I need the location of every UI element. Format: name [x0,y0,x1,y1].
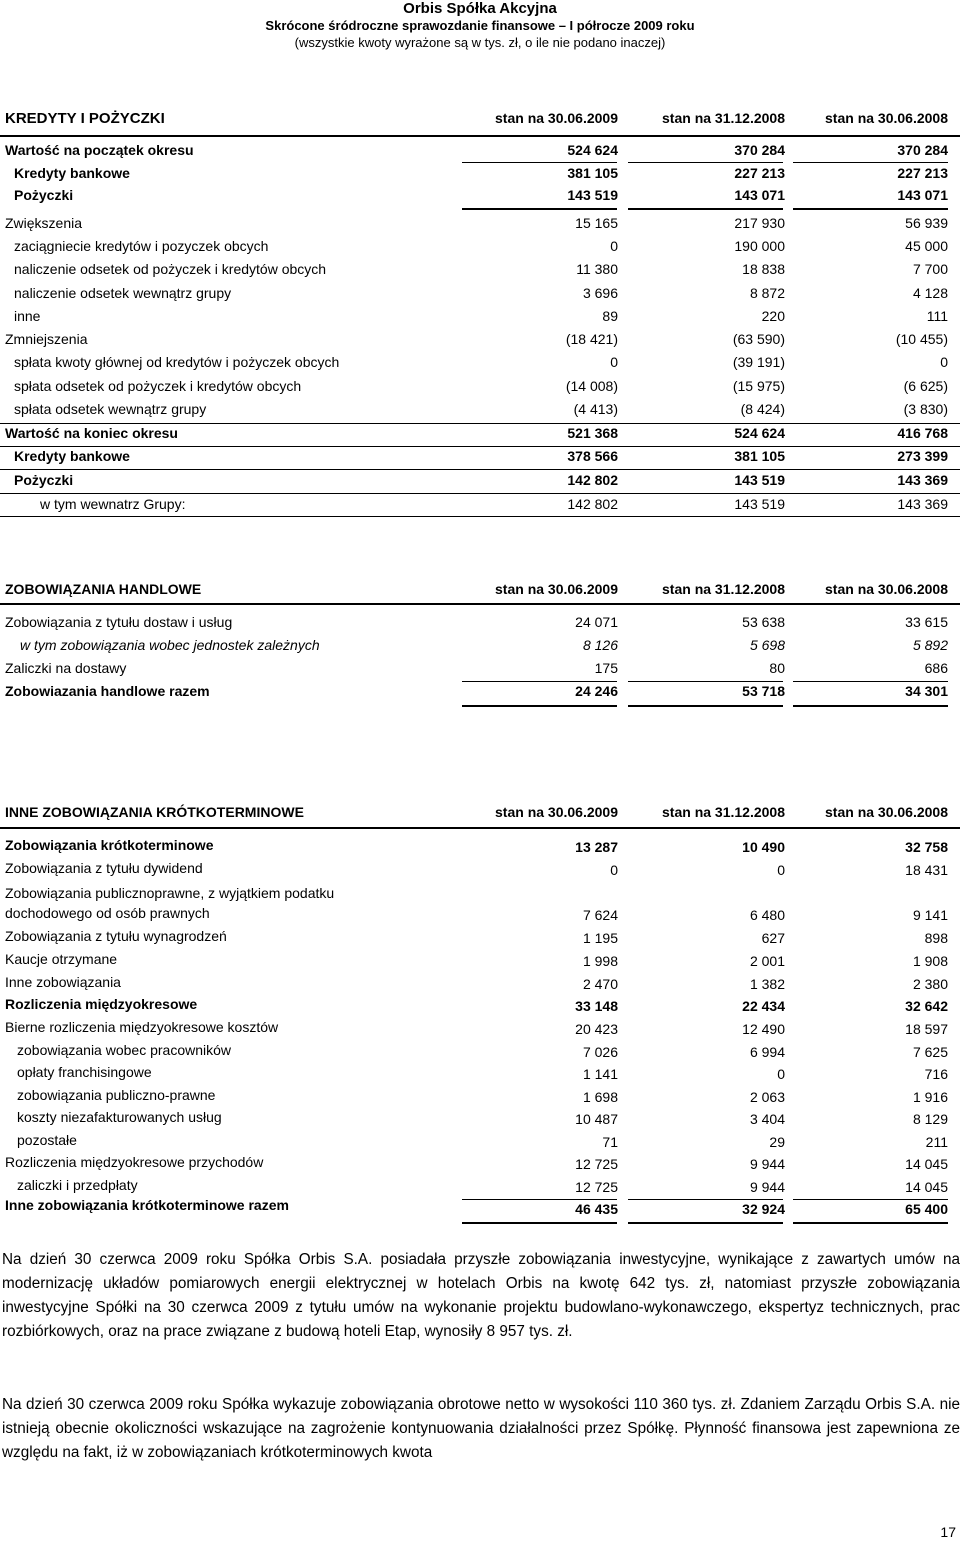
row-label: Inne zobowiązania [5,974,121,990]
cell: 3 404 [749,1111,785,1127]
divider [0,469,960,470]
divider [0,446,960,447]
cell: 24 071 [575,614,618,630]
row-label: spłata kwoty głównej od kredytów i pożyczek obcych [14,354,340,370]
amounts-note: (wszystkie kwoty wyrażone są w tys. zł, o ile nie podano inaczej) [294,35,666,50]
cell: 71 [602,1134,618,1150]
cell: 9 944 [749,1156,785,1172]
cell: 1 916 [912,1089,948,1105]
page-header [0,0,960,51]
cell: 56 939 [905,215,948,231]
cell: (63 590) [732,331,785,347]
cell: 11 380 [576,261,618,277]
row-label: opłaty franchisingowe [17,1064,152,1080]
cell: 34 301 [905,683,948,699]
row-label: Zaliczki na dostawy [5,660,127,676]
table-row [0,238,960,258]
cell: 0 [777,1066,785,1082]
cell: 45 000 [905,238,948,254]
cell: 3 696 [582,285,618,301]
cell: 6 480 [749,907,785,923]
divider [628,208,783,210]
table-row [0,1179,960,1199]
table-row [0,1066,960,1086]
table-row [0,1156,960,1176]
cell: 4 128 [912,285,948,301]
cell: 65 400 [905,1201,948,1217]
table-row [0,1111,960,1131]
cell: 190 000 [734,238,785,254]
row-label: Zobowiązania z tytułu wynagrodzeń [5,928,227,944]
cell: 12 490 [742,1021,785,1037]
cell: 370 284 [897,142,948,158]
cell: 143 519 [734,496,785,512]
cell: 175 [594,660,618,676]
cell: 217 930 [734,215,785,231]
divider [462,1199,617,1200]
divider [462,705,617,707]
table-row [0,378,960,398]
table-row [0,953,960,973]
divider [793,208,948,210]
cell: 9 944 [749,1179,785,1195]
table-row [0,354,960,374]
col-header: stan na 30.06.2008 [825,804,948,820]
table-row [0,142,960,162]
cell: 53 638 [742,614,785,630]
cell: 898 [924,930,948,946]
table-row [0,285,960,305]
cell: 10 490 [742,839,785,855]
col-header: stan na 30.06.2009 [495,110,618,126]
col-header: stan na 31.12.2008 [662,581,785,597]
divider [462,1222,617,1224]
company-name: Orbis Spółka Akcyjna [403,0,557,17]
row-label: inne [14,308,41,324]
col-header: stan na 30.06.2009 [495,804,618,820]
col-header: stan na 30.06.2008 [825,110,948,126]
row-label: w tym zobowiązania wobec jednostek zależnych [20,637,320,653]
row-label: Kredyty bankowe [14,448,130,464]
cell: 0 [610,862,618,878]
cell: 1 195 [582,930,618,946]
row-label: Zwiększenia [5,215,83,231]
divider [0,423,960,424]
row-label: Bierne rozliczenia międzyokresowe kosztów [5,1019,279,1035]
table-row [0,976,960,996]
table-row [0,660,960,680]
row-label: Zmniejszenia [5,331,88,347]
trade-title: ZOBOWIĄZANIA HANDLOWE [5,581,202,597]
cell: 2 470 [582,976,618,992]
cell: (8 424) [740,401,785,417]
cell: 370 284 [734,142,785,158]
cell: 1 698 [582,1089,618,1105]
cell: 24 246 [575,683,618,699]
cell: 0 [940,354,948,370]
divider [462,208,617,210]
table-row [0,425,960,445]
divider [793,1199,948,1200]
table-row [0,472,960,492]
cell: 46 435 [575,1201,618,1217]
cell: 524 624 [734,425,785,441]
table-row [0,637,960,657]
row-label: Zobowiązania z tytułu dostaw i usług [5,614,233,630]
divider [793,705,948,707]
divider [0,516,960,517]
cell: 686 [924,660,948,676]
cell: 80 [769,660,785,676]
cell: 7 624 [582,907,618,923]
cell: 227 213 [897,165,948,181]
divider [462,162,617,163]
divider [628,681,783,682]
row-label: spłata odsetek od pożyczek i kredytów obcych [14,378,302,394]
cell: 416 768 [897,425,948,441]
divider [0,603,960,605]
cell: 227 213 [734,165,785,181]
cell: 1 908 [912,953,948,969]
cell: 5 892 [912,637,948,653]
col-header: stan na 30.06.2009 [495,581,618,597]
cell: 143 369 [897,496,948,512]
row-label: Wartość na koniec okresu [5,425,178,441]
cell: 143 071 [897,187,948,203]
cell: 0 [610,238,618,254]
table-row [0,215,960,235]
cell: 53 718 [742,683,785,699]
cell: 33 615 [905,614,948,630]
row-label: Zobowiązania krótkoterminowe [5,837,214,853]
cell: 211 [925,1134,948,1150]
row-label: Pożyczki [14,472,74,488]
cell: 12 725 [575,1179,618,1195]
cell: (14 008) [565,378,618,394]
cell: (10 455) [895,331,948,347]
cell: 143 369 [897,472,948,488]
cell: (15 975) [732,378,785,394]
cell: 524 624 [567,142,618,158]
cell: 13 287 [575,839,618,855]
loans-header-row [0,110,960,130]
table-row [0,1134,960,1154]
cell: (4 413) [573,401,618,417]
cell: 8 129 [912,1111,948,1127]
row-label: dochodowego od osób prawnych [5,905,210,921]
row-label: zobowiązania publiczno-prawne [17,1087,216,1103]
cell: 7 700 [912,261,948,277]
divider [628,162,783,163]
cell: (18 421) [565,331,618,347]
cell: 14 045 [905,1179,948,1195]
table-row [0,308,960,328]
cell: 18 431 [905,862,948,878]
cell: 9 141 [912,907,948,923]
loans-title: KREDYTY I POŻYCZKI [5,110,165,127]
cell: 2 063 [749,1089,785,1105]
row-label: Rozliczenia międzyokresowe [5,996,198,1012]
paragraph-investment-commitments: Na dzień 30 czerwca 2009 roku Spółka Orbis S.A. posiadała przyszłe zobowiązania inwestycyjne, wynikające z zawartych umów na modernizację układów pomiarowych energii elektrycznej w hotelach Orbis na kwotę 642 tys. zł, natomiast przyszłe zobowiązania inwestycyjne Spółki na 30 czerwca 2009 z tytułu umów na wykonanie projektu budowlano-wykonawczego, ekspertyz technicznych, prac rozbiórkowych, oraz na prace związane z budową hoteli Etap, wynosiły 8 957 tys. zł. [2,1251,960,1340]
cell: 143 519 [734,472,785,488]
table-row [0,496,960,516]
cell: 1 382 [749,976,785,992]
row-label: Inne zobowiązania krótkoterminowe razem [5,1197,289,1213]
row-label: spłata odsetek wewnątrz grupy [14,401,207,417]
divider [793,162,948,163]
table-row [0,187,960,207]
table-row [0,401,960,421]
cell: 220 [761,308,785,324]
cell: 627 [761,930,785,946]
cell: 6 994 [749,1044,785,1060]
cell: 7 026 [582,1044,618,1060]
table-row [0,998,960,1018]
table-row [0,1021,960,1041]
table-row [0,1044,960,1064]
table-row [0,930,960,950]
cell: 32 758 [905,839,948,855]
cell: (6 625) [903,378,948,394]
cell: 0 [610,354,618,370]
cell: 273 399 [897,448,948,464]
cell: 15 165 [575,215,618,231]
table-row [0,261,960,281]
cell: 18 597 [905,1021,948,1037]
paragraph-working-capital: Na dzień 30 czerwca 2009 roku Spółka wykazuje zobowiązania obrotowe netto w wysokości 110 360 tys. zł. Zdaniem Zarządu Orbis S.A. nie istnieją obecnie okoliczności wskazujące na zagrożenie kontynuowania działalności przez Spółkę. Płynność finansowa jest zapewniona ze względu na fakt, iż w zobowiązaniach krótkoterminowych kwota [2,1396,960,1461]
divider [0,493,960,494]
table-row [0,1197,960,1221]
cell: 10 487 [575,1111,618,1127]
row-label: zaciągniecie kredytów i pozyczek obcych [14,238,269,254]
table-row [0,862,960,882]
row-label: zaliczki i przedpłaty [17,1177,138,1193]
row-label: Rozliczenia międzyokresowe przychodów [5,1154,264,1170]
divider [462,681,617,682]
divider [628,705,783,707]
cell: 7 625 [912,1044,948,1060]
cell: (39 191) [732,354,785,370]
cell: 18 838 [742,261,785,277]
table-row [0,331,960,351]
table-row [0,683,960,703]
cell: 2 380 [912,976,948,992]
row-label: zobowiązania wobec pracowników [17,1042,232,1058]
cell: 20 423 [575,1021,618,1037]
table-row [0,614,960,634]
cell: 5 698 [749,637,785,653]
cell: 1 141 [582,1066,618,1082]
cell: 89 [602,308,618,324]
table-row [0,448,960,468]
cell: 521 368 [567,425,618,441]
row-label: Wartość na początek okresu [5,142,194,158]
page-number: 17 [940,1524,956,1540]
cell: 0 [777,862,785,878]
cell: 381 105 [567,165,618,181]
cell: 716 [924,1066,948,1082]
row-label: Zobowiazania handlowe razem [5,683,210,699]
cell: 142 802 [567,472,618,488]
cell: 8 126 [582,637,618,653]
row-label: Kaucje otrzymane [5,951,118,967]
cell: 32 924 [742,1201,785,1217]
table-row [0,839,960,859]
row-label: naliczenie odsetek wewnątrz grupy [14,285,232,301]
divider [628,1222,783,1224]
divider [0,135,960,137]
cell: 378 566 [567,448,618,464]
table-row [0,165,960,185]
row-label: w tym wewnatrz Grupy: [40,496,186,512]
cell: 381 105 [734,448,785,464]
col-header: stan na 31.12.2008 [662,110,785,126]
divider [0,827,960,829]
divider [628,1199,783,1200]
row-label: Pożyczki [14,187,74,203]
col-header: stan na 30.06.2008 [825,581,948,597]
col-header: stan na 31.12.2008 [662,804,785,820]
row-label: naliczenie odsetek od pożyczek i kredytów obcych [14,261,327,277]
divider [793,681,948,682]
cell: 14 045 [905,1156,948,1172]
cell: 142 802 [567,496,618,512]
cell: 32 642 [905,998,948,1014]
cell: 1 998 [582,953,618,969]
row-label: koszty niezafakturowanych usług [17,1109,222,1125]
cell: 22 434 [742,998,785,1014]
other-header-row [0,804,960,824]
cell: 8 872 [749,285,785,301]
cell: 143 519 [567,187,618,203]
cell: (3 830) [903,401,948,417]
report-title: Skrócone śródroczne sprawozdanie finansowe – I półrocze 2009 roku [265,18,695,33]
row-label: Zobowiązania z tytułu dywidend [5,860,203,876]
table-row [0,885,960,927]
table-row [0,1089,960,1109]
trade-header-row [0,581,960,601]
other-title: INNE ZOBOWIĄZANIA KRÓTKOTERMINOWE [5,804,304,820]
divider [793,1222,948,1224]
row-label: pozostałe [17,1132,77,1148]
cell: 29 [769,1134,785,1150]
cell: 143 071 [734,187,785,203]
row-label: Kredyty bankowe [14,165,130,181]
cell: 12 725 [575,1156,618,1172]
cell: 111 [926,308,948,324]
row-label: Zobowiązania publicznoprawne, z wyjątkiem podatku [5,885,335,901]
cell: 33 148 [575,998,618,1014]
cell: 2 001 [749,953,785,969]
